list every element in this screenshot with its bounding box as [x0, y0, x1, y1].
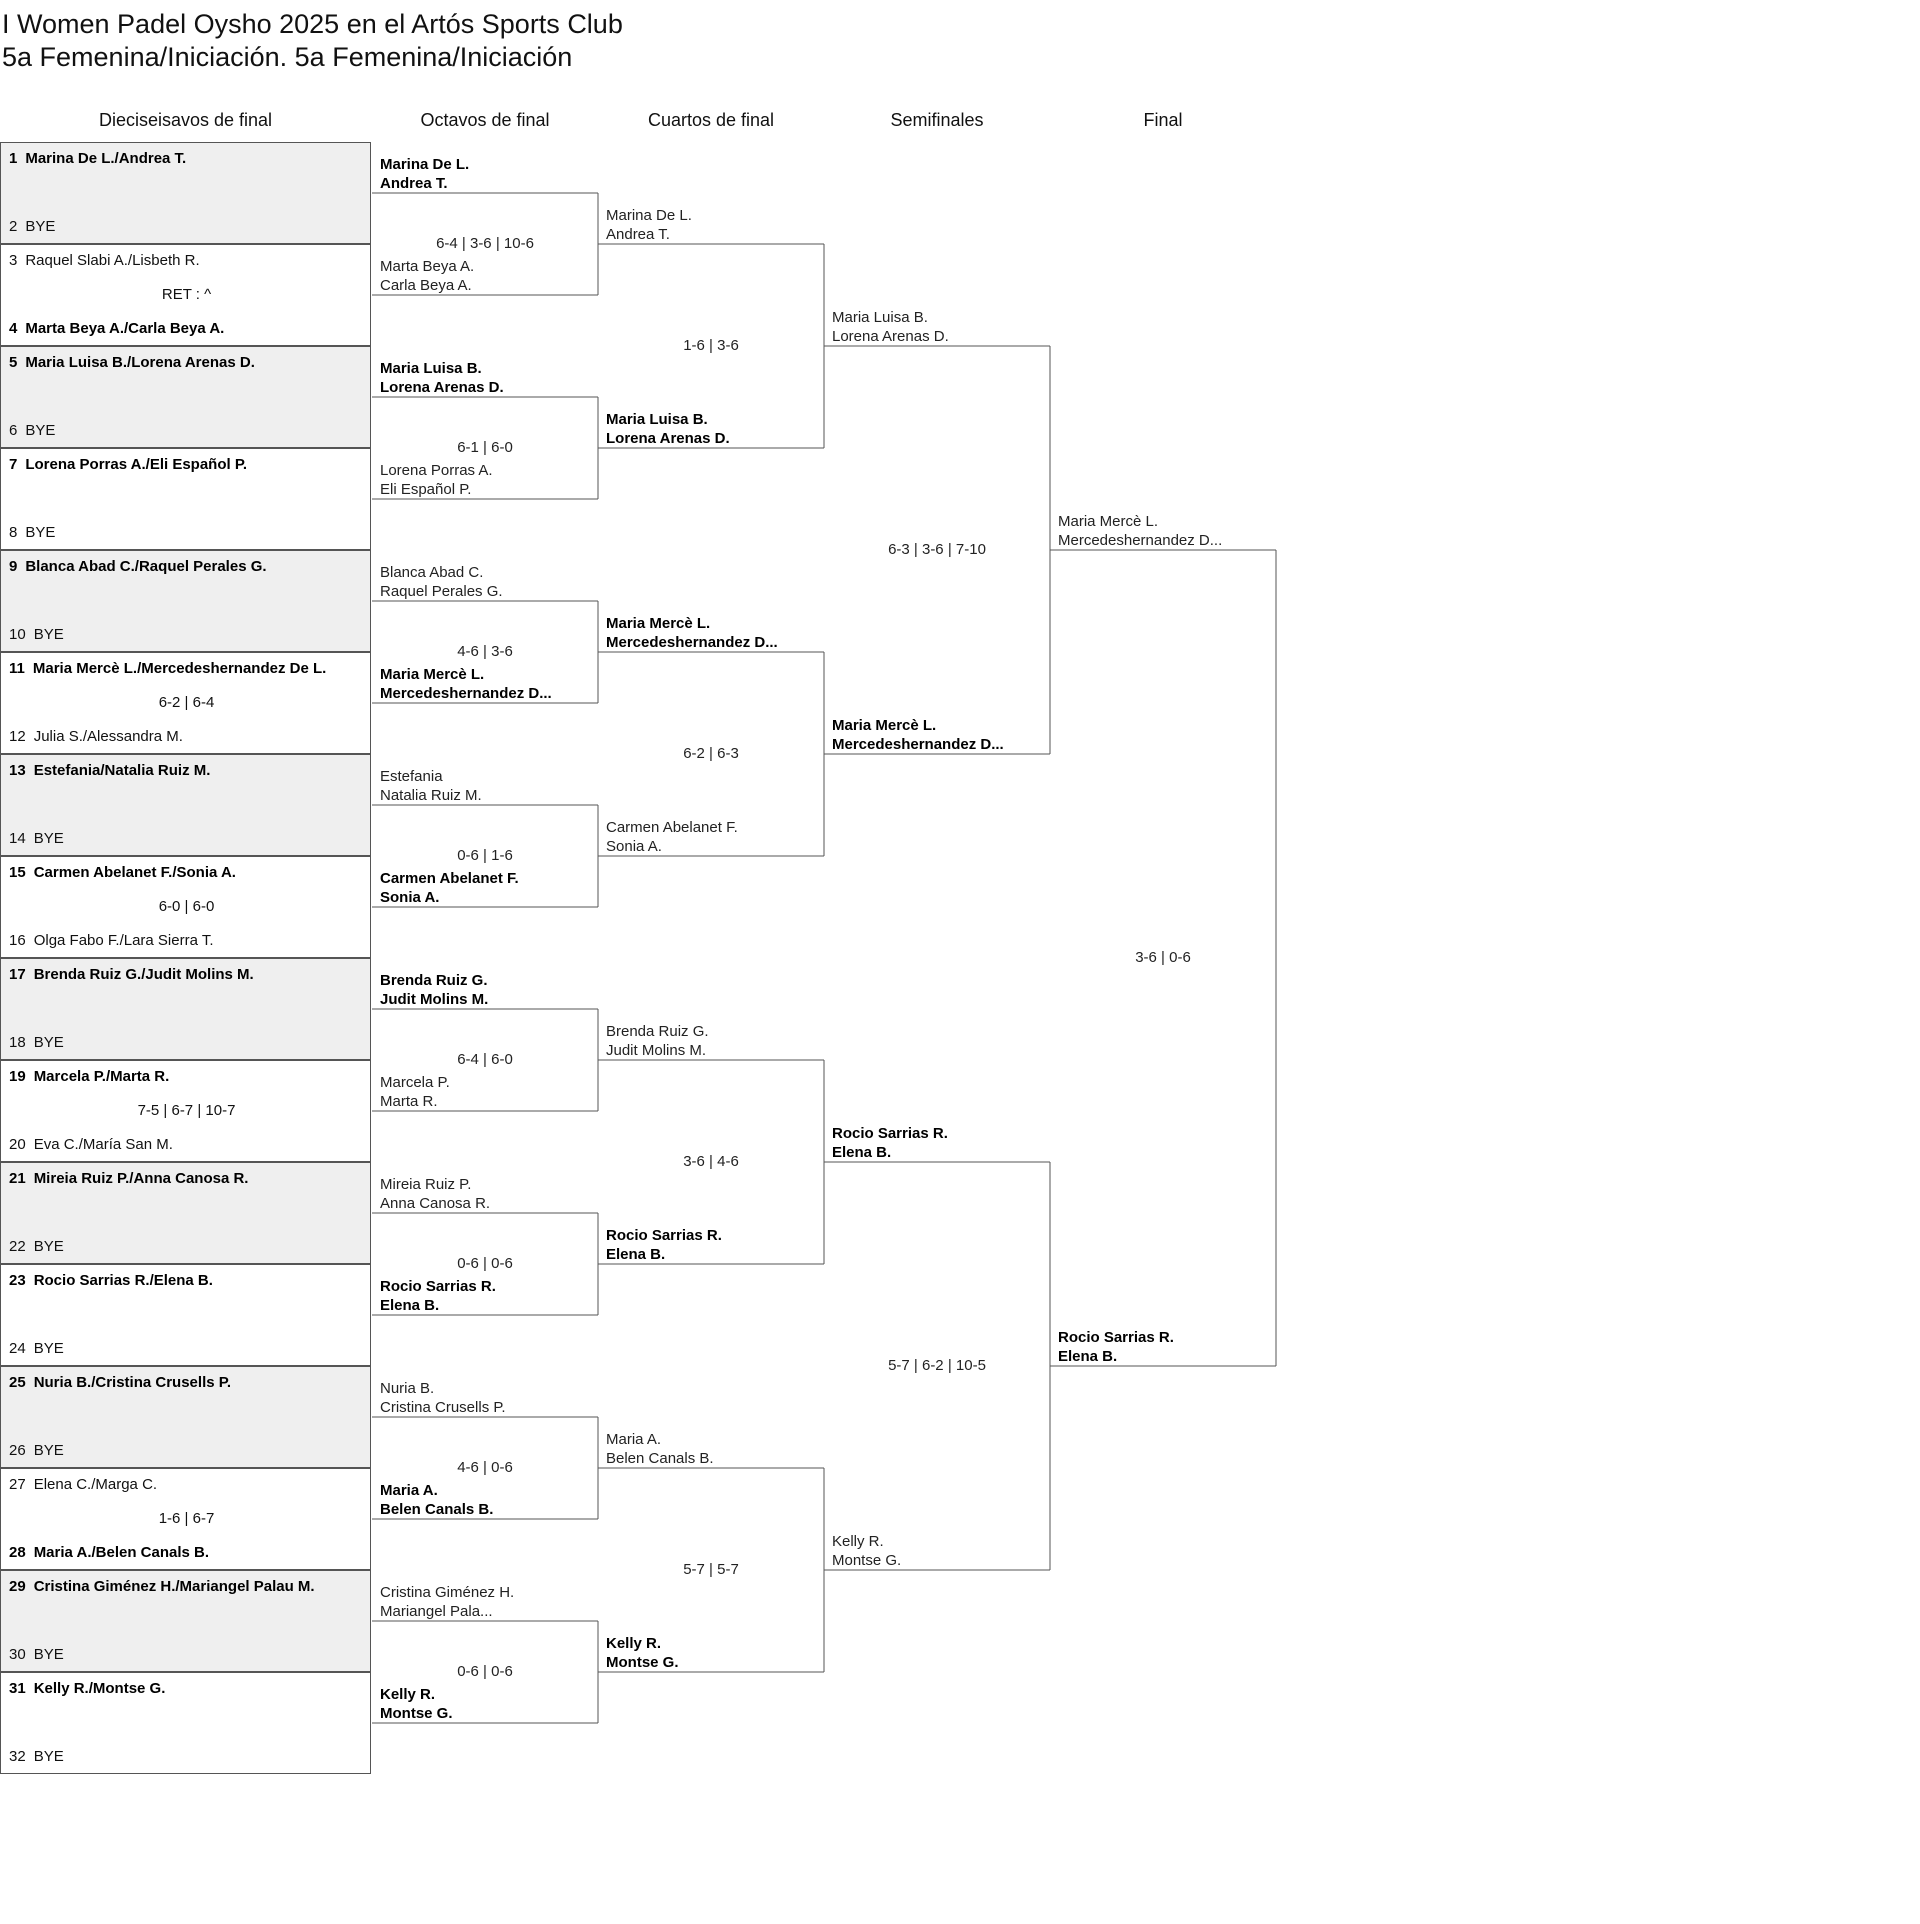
seed-number: 20	[9, 1136, 26, 1153]
team-slot	[832, 1124, 948, 1162]
player-name: Cristina Giménez H.	[380, 1584, 515, 1601]
team-row	[9, 660, 326, 678]
team-slot	[380, 971, 488, 1009]
team-row	[9, 932, 214, 950]
match-cell	[0, 142, 371, 244]
match-score: 4-6 | 3-6	[457, 643, 513, 660]
team-row	[9, 1680, 165, 1698]
team-row	[9, 1544, 209, 1562]
player-name: Mariangel Pala...	[380, 1603, 493, 1620]
team-name: Estefania/Natalia Ruiz M.	[33, 762, 211, 779]
team-row	[9, 728, 183, 746]
team-name: Carmen Abelanet F./Sonia A.	[33, 864, 236, 881]
match-cell	[0, 1570, 371, 1672]
team-row	[9, 626, 64, 644]
match-score: 5-7 | 5-7	[683, 1561, 739, 1578]
seed-number: 12	[9, 728, 26, 745]
seed-number: 14	[9, 830, 26, 847]
match-cell	[0, 1468, 371, 1570]
seed-number: 31	[9, 1680, 26, 1697]
player-name: Maria A.	[380, 1482, 438, 1499]
player-name: Elena B.	[832, 1144, 892, 1161]
player-name: Marta Beya A.	[380, 258, 475, 275]
player-name: Lorena Arenas D.	[606, 430, 730, 447]
team-row	[9, 456, 247, 474]
team-name: Marcela P./Marta R.	[33, 1068, 170, 1085]
seed-number: 11	[9, 660, 25, 677]
player-name: Carmen Abelanet F.	[380, 870, 519, 887]
match-cell	[0, 1264, 371, 1366]
team-slot	[606, 206, 692, 244]
round-header-r16: Octavos de final	[420, 110, 550, 130]
player-name: Lorena Arenas D.	[832, 328, 949, 345]
team-slot	[832, 1532, 901, 1570]
team-name: Cristina Giménez H./Mariangel Palau M.	[33, 1578, 315, 1595]
match-score: 3-6 | 0-6	[1135, 949, 1191, 966]
seed-number: 9	[9, 558, 18, 575]
team-row	[9, 1476, 157, 1494]
team-slot	[606, 614, 778, 652]
player-name: Elena B.	[1058, 1348, 1118, 1365]
seed-number: 4	[9, 320, 18, 337]
match-score: 0-6 | 1-6	[457, 847, 513, 864]
team-row	[9, 1170, 248, 1188]
team-name: BYE	[33, 830, 64, 847]
team-slot	[606, 1022, 709, 1060]
player-name: Lorena Porras A.	[380, 462, 493, 479]
team-row	[9, 1646, 64, 1664]
team-row	[9, 1272, 213, 1290]
seed-number: 3	[9, 252, 18, 269]
team-name: BYE	[33, 1238, 64, 1255]
team-slot	[380, 563, 503, 601]
seed-number: 2	[9, 218, 18, 235]
team-slot	[380, 1379, 506, 1417]
player-name: Brenda Ruiz G.	[380, 972, 488, 989]
player-name: Rocio Sarrias R.	[606, 1227, 722, 1244]
team-row	[9, 558, 267, 576]
player-name: Kelly R.	[606, 1635, 662, 1652]
team-slot	[606, 1226, 722, 1264]
seed-number: 16	[9, 932, 26, 949]
player-name: Maria Luisa B.	[380, 360, 482, 377]
team-name: BYE	[25, 524, 56, 541]
player-name: Sonia A.	[380, 889, 440, 906]
team-row	[9, 354, 255, 372]
team-row	[9, 1442, 64, 1460]
team-slot	[380, 359, 504, 397]
seed-number: 5	[9, 354, 18, 371]
player-name: Anna Canosa R.	[380, 1195, 491, 1212]
match-cell	[0, 346, 371, 448]
round-header-final: Final	[1143, 110, 1183, 130]
team-row	[9, 1238, 64, 1256]
team-row	[9, 1068, 169, 1086]
round-header-qf: Cuartos de final	[647, 110, 775, 130]
player-name: Lorena Arenas D.	[380, 379, 504, 396]
round-header-r32: Dieciseisavos de final	[98, 110, 273, 130]
team-name: Maria Luisa B./Lorena Arenas D.	[25, 354, 255, 371]
seed-number: 27	[9, 1476, 26, 1493]
player-name: Mercedeshernandez D...	[1058, 532, 1223, 549]
team-row	[9, 320, 224, 338]
player-name: Rocio Sarrias R.	[832, 1125, 948, 1142]
team-name: BYE	[33, 1340, 64, 1357]
player-name: Blanca Abad C.	[380, 564, 484, 581]
seed-number: 26	[9, 1442, 26, 1459]
seed-number: 18	[9, 1034, 26, 1051]
page-subtitle: 5a Femenina/Iniciación. 5a Femenina/Iniciación	[2, 42, 573, 72]
team-name: Nuria B./Cristina Crusells P.	[33, 1374, 231, 1391]
match-score: 6-2 | 6-4	[158, 694, 215, 711]
player-name: Brenda Ruiz G.	[606, 1023, 709, 1040]
match-cell	[0, 958, 371, 1060]
team-row	[9, 150, 186, 168]
match-score: 6-2 | 6-3	[683, 745, 739, 762]
team-name: Maria Mercè L./Mercedeshernandez De L.	[32, 660, 327, 677]
match-score: 0-6 | 0-6	[457, 1663, 513, 1680]
player-name: Carla Beya A.	[380, 277, 472, 294]
match-score: 6-0 | 6-0	[158, 898, 215, 915]
match-score: 0-6 | 0-6	[457, 1255, 513, 1272]
player-name: Judit Molins M.	[606, 1042, 707, 1059]
team-row	[9, 1578, 315, 1596]
team-name: BYE	[33, 1646, 64, 1663]
team-row	[9, 830, 64, 848]
player-name: Marcela P.	[380, 1074, 450, 1091]
match-score: 1-6 | 3-6	[683, 337, 739, 354]
team-slot	[606, 410, 730, 448]
player-name: Raquel Perales G.	[380, 583, 503, 600]
player-name: Maria Mercè L.	[832, 717, 937, 734]
team-slot	[380, 767, 482, 805]
team-slot	[1058, 1328, 1174, 1366]
team-row	[9, 252, 200, 270]
match-cell	[0, 754, 371, 856]
seed-number: 24	[9, 1340, 26, 1357]
match-score: 4-6 | 0-6	[457, 1459, 513, 1476]
player-name: Montse G.	[832, 1552, 902, 1569]
seed-number: 7	[9, 456, 18, 473]
match-score: 5-7 | 6-2 | 10-5	[888, 1357, 986, 1374]
player-name: Belen Canals B.	[606, 1450, 714, 1467]
seed-number: 22	[9, 1238, 26, 1255]
team-name: Kelly R./Montse G.	[33, 1680, 166, 1697]
player-name: Maria Mercè L.	[1058, 513, 1159, 530]
player-name: Maria A.	[606, 1431, 662, 1448]
seed-number: 8	[9, 524, 18, 541]
player-name: Andrea T.	[606, 226, 670, 243]
team-slot	[606, 818, 738, 856]
seed-number: 1	[9, 150, 18, 167]
player-name: Maria Luisa B.	[606, 411, 708, 428]
seed-number: 6	[9, 422, 18, 439]
player-name: Mercedeshernandez D...	[832, 736, 1004, 753]
team-name: BYE	[33, 1748, 64, 1765]
team-row	[9, 1374, 231, 1392]
player-name: Marta R.	[380, 1093, 438, 1110]
player-name: Eli Español P.	[380, 481, 472, 498]
seed-number: 25	[9, 1374, 26, 1391]
team-slot	[606, 1634, 679, 1672]
match-cell	[0, 652, 371, 754]
player-name: Maria Luisa B.	[832, 309, 928, 326]
match-score: 3-6 | 4-6	[683, 1153, 739, 1170]
page-title: I Women Padel Oysho 2025 en el Artós Sports Club	[2, 9, 623, 39]
seed-number: 32	[9, 1748, 26, 1765]
player-name: Mercedeshernandez D...	[380, 685, 552, 702]
match-score: 6-4 | 6-0	[457, 1051, 513, 1068]
match-score: 7-5 | 6-7 | 10-7	[137, 1102, 236, 1119]
seed-number: 30	[9, 1646, 26, 1663]
player-name: Cristina Crusells P.	[380, 1399, 506, 1416]
player-name: Rocio Sarrias R.	[380, 1278, 496, 1295]
team-name: Brenda Ruiz G./Judit Molins M.	[33, 966, 254, 983]
player-name: Montse G.	[606, 1654, 679, 1671]
player-name: Carmen Abelanet F.	[606, 819, 738, 836]
seed-number: 13	[9, 762, 26, 779]
seed-number: 21	[9, 1170, 26, 1187]
player-name: Mireia Ruiz P.	[380, 1176, 472, 1193]
player-name: Mercedeshernandez D...	[606, 634, 778, 651]
team-name: BYE	[33, 1442, 64, 1459]
player-name: Maria Mercè L.	[606, 615, 711, 632]
team-name: Elena C./Marga C.	[33, 1476, 158, 1493]
team-slot	[380, 257, 474, 295]
seed-number: 19	[9, 1068, 26, 1085]
match-cell	[0, 550, 371, 652]
player-name: Elena B.	[380, 1297, 440, 1314]
seed-number: 28	[9, 1544, 26, 1561]
team-row	[9, 1136, 173, 1154]
team-slot	[1058, 512, 1222, 550]
match-cell	[0, 856, 371, 958]
team-name: Olga Fabo F./Lara Sierra T.	[33, 932, 214, 949]
match-score: 1-6 | 6-7	[158, 1510, 215, 1527]
team-name: Marta Beya A./Carla Beya A.	[25, 320, 225, 337]
team-name: Raquel Slabi A./Lisbeth R.	[25, 252, 200, 269]
match-cell	[0, 1060, 371, 1162]
team-name: Blanca Abad C./Raquel Perales G.	[25, 558, 267, 575]
team-slot	[832, 716, 1004, 754]
player-name: Kelly R.	[832, 1533, 884, 1550]
match-cell	[0, 448, 371, 550]
round-header-sf: Semifinales	[890, 110, 984, 130]
team-row	[9, 1340, 64, 1358]
team-slot	[380, 155, 469, 193]
team-name: BYE	[25, 218, 56, 235]
team-slot	[380, 869, 519, 907]
team-row	[9, 422, 55, 440]
team-name: Maria A./Belen Canals B.	[33, 1544, 210, 1561]
team-slot	[380, 1175, 490, 1213]
player-name: Maria Mercè L.	[380, 666, 485, 683]
player-name: Andrea T.	[380, 175, 448, 192]
team-name: Marina De L./Andrea T.	[25, 150, 187, 167]
team-row	[9, 1748, 64, 1766]
team-slot	[380, 1481, 493, 1519]
team-name: Eva C./María San M.	[33, 1136, 173, 1153]
seed-number: 10	[9, 626, 26, 643]
player-name: Elena B.	[606, 1246, 666, 1263]
seed-number: 23	[9, 1272, 26, 1289]
seed-number: 29	[9, 1578, 26, 1595]
player-name: Rocio Sarrias R.	[1058, 1329, 1174, 1346]
team-row	[9, 524, 55, 542]
player-name: Estefania	[380, 768, 443, 785]
team-name: Rocio Sarrias R./Elena B.	[33, 1272, 213, 1289]
match-cell	[0, 1162, 371, 1264]
player-name: Judit Molins M.	[380, 991, 489, 1008]
team-slot	[380, 1073, 450, 1111]
seed-number: 15	[9, 864, 26, 881]
team-slot	[380, 665, 552, 703]
team-slot	[380, 1277, 496, 1315]
player-name: Sonia A.	[606, 838, 662, 855]
team-name: BYE	[25, 422, 56, 439]
team-row	[9, 218, 55, 236]
team-slot	[832, 308, 949, 346]
player-name: Nuria B.	[380, 1380, 435, 1397]
match-score: 6-1 | 6-0	[457, 439, 513, 456]
match-cell	[0, 244, 371, 346]
match-score: RET : ^	[161, 286, 212, 303]
seed-number: 17	[9, 966, 26, 983]
match-cell	[0, 1672, 371, 1774]
team-slot	[380, 461, 493, 499]
team-name: Mireia Ruiz P./Anna Canosa R.	[33, 1170, 249, 1187]
team-row	[9, 966, 254, 984]
player-name: Belen Canals B.	[380, 1501, 494, 1518]
team-name: BYE	[33, 1034, 64, 1051]
team-slot	[380, 1685, 453, 1723]
player-name: Natalia Ruiz M.	[380, 787, 482, 804]
player-name: Marina De L.	[380, 156, 470, 173]
team-name: Lorena Porras A./Eli Español P.	[25, 456, 248, 473]
match-score: 6-3 | 3-6 | 7-10	[888, 541, 986, 558]
match-score: 6-4 | 3-6 | 10-6	[436, 235, 534, 252]
team-row	[9, 1034, 64, 1052]
team-row	[9, 864, 236, 882]
team-slot	[380, 1583, 514, 1621]
team-name: Julia S./Alessandra M.	[33, 728, 183, 745]
player-name: Marina De L.	[606, 207, 692, 224]
team-slot	[606, 1430, 714, 1468]
player-name: Kelly R.	[380, 1686, 436, 1703]
team-row	[9, 762, 210, 780]
match-cell	[0, 1366, 371, 1468]
player-name: Montse G.	[380, 1705, 453, 1722]
team-name: BYE	[33, 626, 64, 643]
